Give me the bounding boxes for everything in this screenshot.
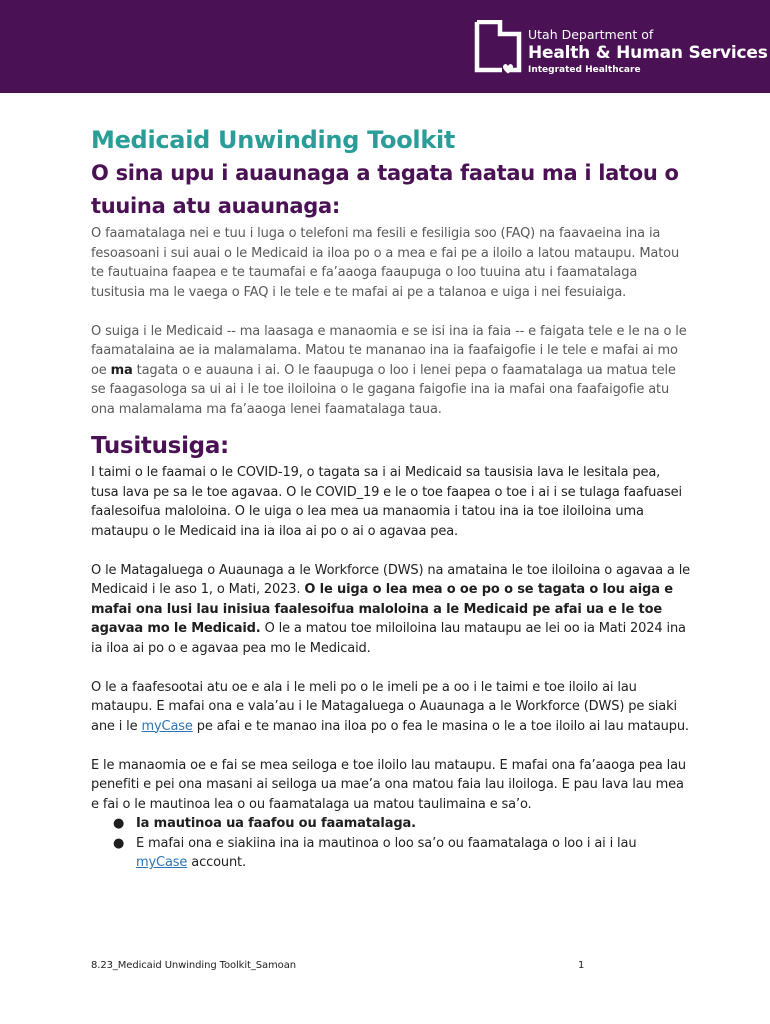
- body-paragraph-2: [91, 561, 691, 659]
- intro2-text-a: O suiga i le Medicaid -- ma laasaga e manaomia e se isi ina ia faia -- e faigata tele e le na o le faamatalaina ae ia malamalama. Matou te mananao ina ia faafaigofie i le tele e mafai ai mo oe: [91, 323, 687, 378]
- bullet-icon: ●: [113, 835, 125, 851]
- dhhs-logo: [474, 20, 768, 80]
- p2-text-b: O le a matou toe miloiloina lau mataupu ae lei oo ia Mati 2024 ina ia iloa ai po o e agavaa pea mo le Medicaid.: [91, 621, 686, 656]
- bullet-1-text: Ia mautinoa ua faafou ou faamatalaga.: [136, 816, 416, 831]
- section-heading: Tusitusiga:: [91, 433, 229, 459]
- utah-state-heart-icon: [474, 20, 524, 78]
- bullet-2-text-a: E mafai ona e siakiina ina ia mautinoa o loo sa’o ou faamatalaga o loo i ai i lau: [136, 835, 637, 851]
- body-paragraph-4: E le manaomia oe e fai se mea seiloga e toe iloilo lau mataupu. E mafai ona fa’aaoga pea lau penefiti e pei ona masani ai seiloga ua mae’a ona matou faia lau iloiloga. E pau lava lau mea e fai o le mautinoa lea o ou faamatalaga ua matou taulimaina e sa’o.: [91, 757, 686, 812]
- bullet-icon: ●: [113, 816, 125, 831]
- p2-bold-text: O le uiga o lea mea o oe po o se tagata o lou aiga e mafai ona lusi lau inisiua faalesoifua maloloina a le Medicaid pe afai ua e le toe agavaa mo le Medicaid.: [91, 582, 673, 636]
- body-paragraph-1: I taimi o le faamai o le COVID-19, o tagata sa i ai Medicaid sa tausisia lava le lesitala pea, tusa lava pe sa le toe agavaa. O le COVID_19 e le o toe faapea o toe i ai i se tulaga faafuasei faalesoifua maloloina. O le uiga o lea mea ua manaomia i tatou ina ia toe iloiloina uma mataupu o le Medicaid ina ia iloa ai po o ai o agavaa pea.: [91, 465, 682, 539]
- header-banner: [0, 0, 770, 93]
- p3-text-b: pe afai e te manao ina iloa po o fea le masina o le a toe iloilo ai lau mataupu.: [192, 718, 689, 734]
- p3-text-a: O le a faafesootai atu oe e ala i le meli po o le imeli pe a oo i le taimi e toe iloilo ai lau mataupu. E mafai ona e vala’au i le Matagaluega o Auaunaga a le Workforce (DWS) pe siaki ane i le: [91, 679, 677, 734]
- logo-text: [528, 28, 768, 76]
- mycase-link[interactable]: myCase: [141, 718, 193, 734]
- logo-line-division: Integrated Healthcare: [528, 65, 641, 75]
- document-body: [91, 123, 691, 873]
- list-item: [113, 814, 691, 834]
- intro-paragraph-2: [91, 322, 691, 420]
- body-paragraph-3: [91, 678, 691, 737]
- bullet-list: [91, 814, 691, 873]
- logo-line-hhs: Health & Human Services: [528, 43, 768, 63]
- footer-document-name: 8.23_Medicaid Unwinding Toolkit_Samoan: [91, 960, 296, 971]
- page-title: Medicaid Unwinding Toolkit: [91, 126, 456, 154]
- page-subtitle: O sina upu i auaunaga a tagata faatau ma i latou o tuuina atu auaunaga:: [91, 161, 679, 218]
- list-item: [113, 834, 691, 873]
- logo-line-dept: Utah Department of: [528, 27, 654, 42]
- footer-page-number: 1: [578, 960, 585, 971]
- intro2-text-b: tagata o e auauna i ai. O le faaupuga o loo i lenei pepa o faamatalaga ua matua tele se faagasologa sa ui ai i le toe iloiloina o le gagana faigofie ina ia mafai ona faafaigofie atu ona malamalama ma fa’aaoga lenei faamatalaga taua.: [91, 362, 676, 417]
- p2-text-a: O le Matagaluega o Auaunaga a le Workforce (DWS) na amataina le toe iloiloina o agavaa a le Medicaid i le aso 1, o Mati, 2023.: [91, 562, 691, 597]
- intro-paragraph-1: O faamatalaga nei e tuu i luga o telefoni ma fesili e fesiligia soo (FAQ) na faavaeina ina ia fesoasoani i sui auai o le Medicaid ia iloa po o a mea e fai pe a iloilo a latou mataupu. Matou te fautuaina faapea e te taumafai e fa’aaoga faaupuga o loo tuuina atu i faamatalaga tusitusia ma le vaega o FAQ i le tele e te mafai ai pe a talanoa e uiga i nei fesuiaiga.: [91, 226, 680, 300]
- intro2-bold: ma: [110, 362, 133, 378]
- bullet-2-text-b: account.: [187, 855, 246, 870]
- mycase-account-link[interactable]: myCase: [136, 855, 188, 870]
